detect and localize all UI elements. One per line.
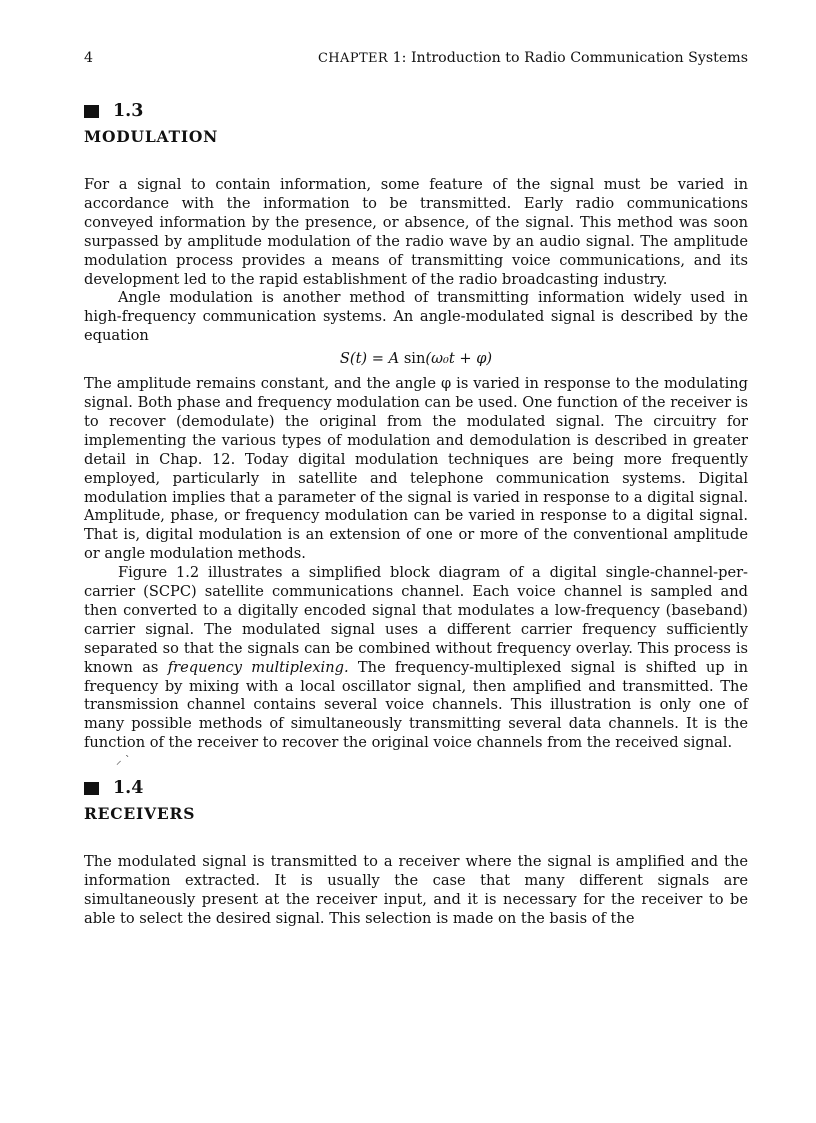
section-title: RECEIVERS [84, 804, 196, 824]
equation-function: sin [403, 350, 426, 368]
paragraph: The amplitude remains constant, and the angle φ is varied in response to the modulating signal. Both phase and frequency modulation can be used. One function of the receiver is to recover (demodulate) the original from the modulated signal. The circuitry for implementing the various types of modulation and demodulation is described in greater detail in Chap. 12. Today digital modulation techniques are being more frequently employed, particularly in satellite and telephone communication systems. Digital modulation implies that a parameter of the signal is varied in response to a digital signal. Amplitude, phase, or frequency modulation can be varied in response to a digital signal. That is, digital modulation is an extension of one or more of the conventional amplitude or angle modulation methods. [84, 375, 748, 563]
running-head [84, 50, 748, 72]
emphasis-term: frequency multiplexing. [167, 658, 349, 676]
stray-marks: ⸝ ˋ [116, 754, 131, 768]
equation [84, 350, 748, 369]
chapter-header [318, 50, 748, 66]
section-heading-1-3 [84, 100, 748, 146]
paragraph-text: The frequency-multiplexed signal is shifted up in frequency by mixing with a local oscillator signal, then amplified and transmitted. The transmission channel contains several voice channels. This illustration is only one of many possible methods of simultaneously transmitting several data channels. It is the function of the receiver to recover the original voice channels from the received signal. [84, 658, 748, 752]
section-bullet-icon [84, 782, 99, 795]
section-number: 1.4 [113, 778, 144, 799]
equation-argument: (ω₀t + φ) [425, 350, 493, 368]
section-bullet-icon [84, 105, 99, 118]
paragraph: For a signal to contain information, some feature of the signal must be varied in accordance with the information to be transmitted. Early radio communications conveyed information by the presence, or absence, of the signal. This method was soon surpassed by amplitude modulation of the radio wave by an audio signal. The amplitude modulation process provides a means of transmitting voice communications, and its development led to the rapid establishment of the radio broadcasting industry. [84, 176, 748, 288]
section-heading-1-4 [84, 777, 748, 823]
paragraph: Angle modulation is another method of transmitting information widely used in high-frequency communication systems. An angle-modulated signal is described by the equation [84, 289, 748, 345]
chapter-title: 1: Introduction to Radio Communication Systems [388, 50, 748, 66]
paragraph-text: Figure 1.2 illustrates a simplified block diagram of a digital single-channel-per-carrier (SCPC) satellite communications channel. Each voice channel is sampled and then converted to a digitally encoded signal that modulates a low-frequency (baseband) carrier signal. The modulated signal uses a different carrier frequency sufficiently separated so that the signals can be combined without frequency overlay. This process is known as [84, 564, 748, 676]
chapter-label: CHAPTER [317, 51, 389, 66]
section-title: MODULATION [84, 127, 219, 146]
paragraph [84, 564, 748, 753]
page-number: 4 [84, 50, 94, 66]
equation-lhs: S(t) = A [339, 350, 404, 368]
paragraph: The modulated signal is transmitted to a receiver where the signal is amplified and the information extracted. It is usually the case that many different signals are simultaneously present at the receiver input, and it is necessary for the receiver to be able to select the desired signal. This selection is made on the basis of the [84, 853, 748, 927]
book-page [84, 50, 748, 929]
section-number: 1.3 [113, 101, 144, 121]
